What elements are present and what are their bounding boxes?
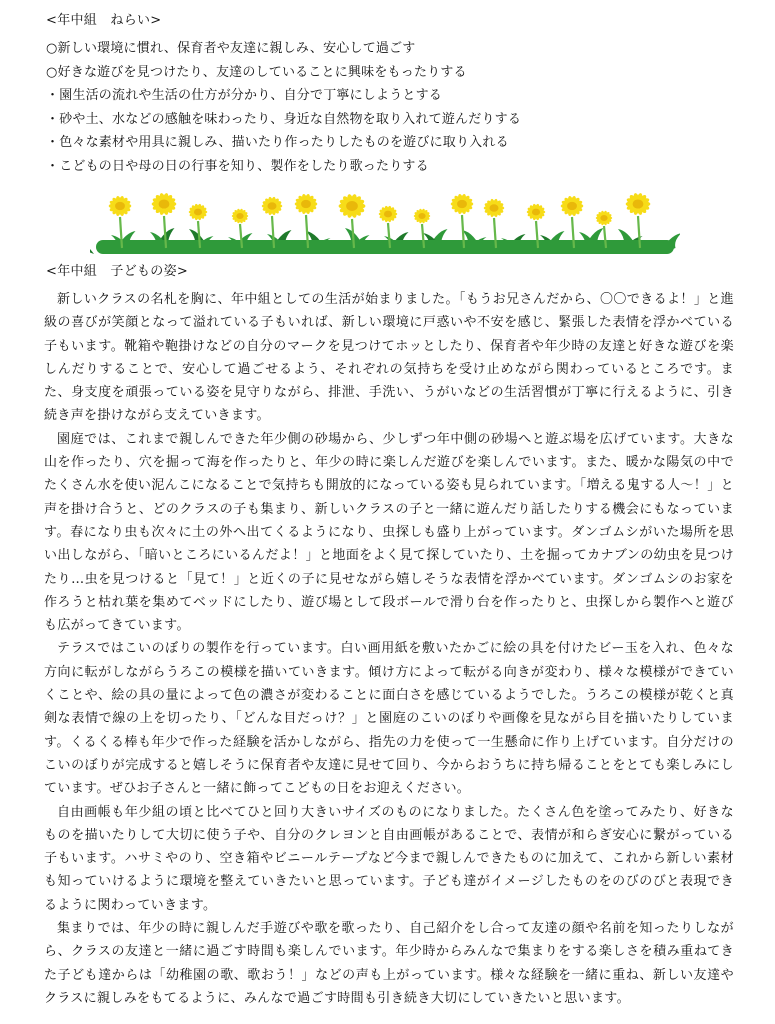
flower-center	[159, 199, 170, 208]
dandelion-flower	[451, 193, 474, 214]
dandelion-flower	[596, 210, 612, 225]
flower-center	[633, 199, 644, 208]
dandelion-flower	[189, 203, 208, 220]
flower-center	[268, 202, 277, 210]
paragraph: 集まりでは、年少の時に親しんだ手遊びや歌を歌ったり、自己紹介をし合って友達の顔や名前を知ったりしながら、クラスの友達と一緒に過ごす時間も楽しんでいます。年少時からみんなで集まりをする楽しさを積み重ねてきた子ども達からは「幼稚園の歌、歌おう！」などの声も上がっています。様々な経験を一緒に重ね、新しい友達やクラスに親しみをもてるように、みんなで過ごす時間も引き続き大切にしていきたいと思います。	[44, 921, 734, 1006]
paragraph: 園庭では、これまで親しんできた年少側の砂場から、少しずつ年中側の砂場へと遊ぶ場を広げています。大きな山を作ったり、穴を掘って海を作ったりと、年少の時に楽しんだ遊びを楽しんでいます。また、暖かな陽気の中でたくさん水を使い泥んこになることで気持ちも開放的になっている姿も見られています。「増える鬼する人〜！」と声を掛け合うと、どのクラスの子も集まり、新しいクラスの子と一緒に遊んだり話したりする機会にもなっています。春になり虫も次々に土の外へ出てくるようになり、虫探しも盛り上がっています。ダンゴムシがいた場所を思い出しながら、「暗いところにいるんだよ！」と地面をよく見て探していたり、土を掘ってカナブンの幼虫を見つけたり…虫を見つけると「見て！」と近くの子に見せながら嬉しそうな表情を浮かべています。ダンゴムシのお家を作ろうと枯れ葉を集めてベッドにしたり、遊び場として段ボールで滑り台を作ったりと、虫探しから製作へと遊びも広がってきています。	[44, 431, 734, 634]
flower-center	[301, 200, 311, 208]
dandelion-flower	[561, 195, 584, 216]
flower-center	[194, 209, 202, 216]
flower-center	[490, 204, 499, 212]
dandelion-flower	[109, 195, 132, 216]
flower-center	[346, 201, 358, 211]
dandelion-flower	[232, 208, 248, 223]
dandelion-flower	[414, 208, 430, 223]
dandelion-flower	[339, 194, 366, 219]
aim-item: ・砂や土、水などの感触を味わったり、身近な自然物を取り入れて遊んだりする	[46, 111, 522, 127]
flower-center	[457, 200, 467, 208]
dandelion-banner-icon	[90, 192, 680, 258]
paragraph: テラスではこいのぼりの製作を行っています。白い画用紙を敷いたかごに絵の具を付けたビー玉を入れ、色々な方向に転がしながらうろこの模様を描いていきます。傾け方によって転がる向きが変わり、様々な模様ができていくことや、絵の具の量によって色の濃さが変わることに面白さを感じているようでした。うろこの模様が乾くと真剣な表情で線の上を切ったり、「どんな目だっけ？」と園庭のこいのぼりや画像を見ながら目を描いたりしています。くるくる棒も年少で作った経験を活かしながら、指先の力を使って一生懸命に作り上げています。自分だけのこいのぼりが完成すると嬉しそうに保育者や友達に見せて回り、今からおうちに持ち帰ることをとても楽しみにしています。ぜひお子さんと一緒に飾ってこどもの日をお迎えください。	[44, 641, 734, 797]
flower-center	[115, 202, 125, 210]
dandelion-flower	[527, 203, 546, 220]
children-description	[44, 288, 734, 1010]
dandelion-flower	[626, 193, 651, 216]
aims-list	[46, 37, 746, 179]
leaf-base	[96, 240, 674, 254]
leaf	[90, 238, 94, 254]
aim-item: ・こどもの日や母の日の行事を知り、製作をしたり歌ったりする	[46, 158, 429, 174]
dandelion-flower	[295, 193, 318, 214]
aim-item: ・色々な素材や用具に親しみ、描いたり作ったりしたものを遊びに取り入れる	[46, 135, 509, 151]
leaves-group	[90, 228, 680, 254]
flower-center	[532, 209, 540, 216]
flower-center	[600, 215, 607, 221]
children-heading: <年中組 子どもの姿>	[46, 264, 189, 279]
paragraph: 自由画帳も年少組の頃と比べてひと回り大きいサイズのものになりました。たくさん色を塗ってみたり、好きなものを描いたりして大切に使う子や、自分のクレヨンと自由画帳があることで、表情が和らぎ安心に繋がっている子もいます。ハサミやのり、空き箱やビニールテープなど今まで親しんできたものに加えて、これから新しい素材も知っていけるように環境を整えていきたいと思っています。子ども達がイメージしたものをのびのびと表現できるように関わっていきます。	[44, 804, 734, 913]
aim-item: ○新しい環境に慣れ、保育者や友達に親しみ、安心して過ごす	[46, 41, 416, 56]
flower-center	[567, 202, 577, 210]
flower-center	[236, 213, 243, 219]
flower-center	[384, 211, 392, 218]
aim-item: ・園生活の流れや生活の仕方が分かり、自分で丁寧にしようとする	[46, 88, 443, 104]
aims-heading: <年中組 ねらい>	[46, 13, 162, 28]
flowers-group	[109, 193, 651, 226]
flower-center	[418, 213, 425, 219]
dandelion-flower	[484, 198, 505, 217]
dandelion-flower	[262, 196, 283, 215]
dandelion-flower	[152, 193, 177, 216]
aim-item: ○好きな遊びを見つけたり、友達のしていることに興味をもったりする	[46, 64, 467, 80]
dandelion-flower	[379, 205, 398, 222]
paragraph: 新しいクラスの名札を胸に、年中組としての生活が始まりました。「もうお兄さんだから、〇〇できるよ！」と進級の喜びが笑顔となって溢れている子もいれば、新しい環境に戸惑いや不安を感じ、緊張した表情を浮かべている子もいます。靴箱や鞄掛けなどの自分のマークを見つけてホッとしたり、保育者や年少時の友達と好きな遊びを楽しんだりすることで、安心して過ごせるよう、それぞれの気持ちを受け止めながら関わっているところです。また、身支度を頑張っている姿を見守りながら、排泄、手洗い、うがいなどの生活習慣が丁寧に行えるように、引き続き声を掛けながら支えていきます。	[44, 292, 734, 424]
